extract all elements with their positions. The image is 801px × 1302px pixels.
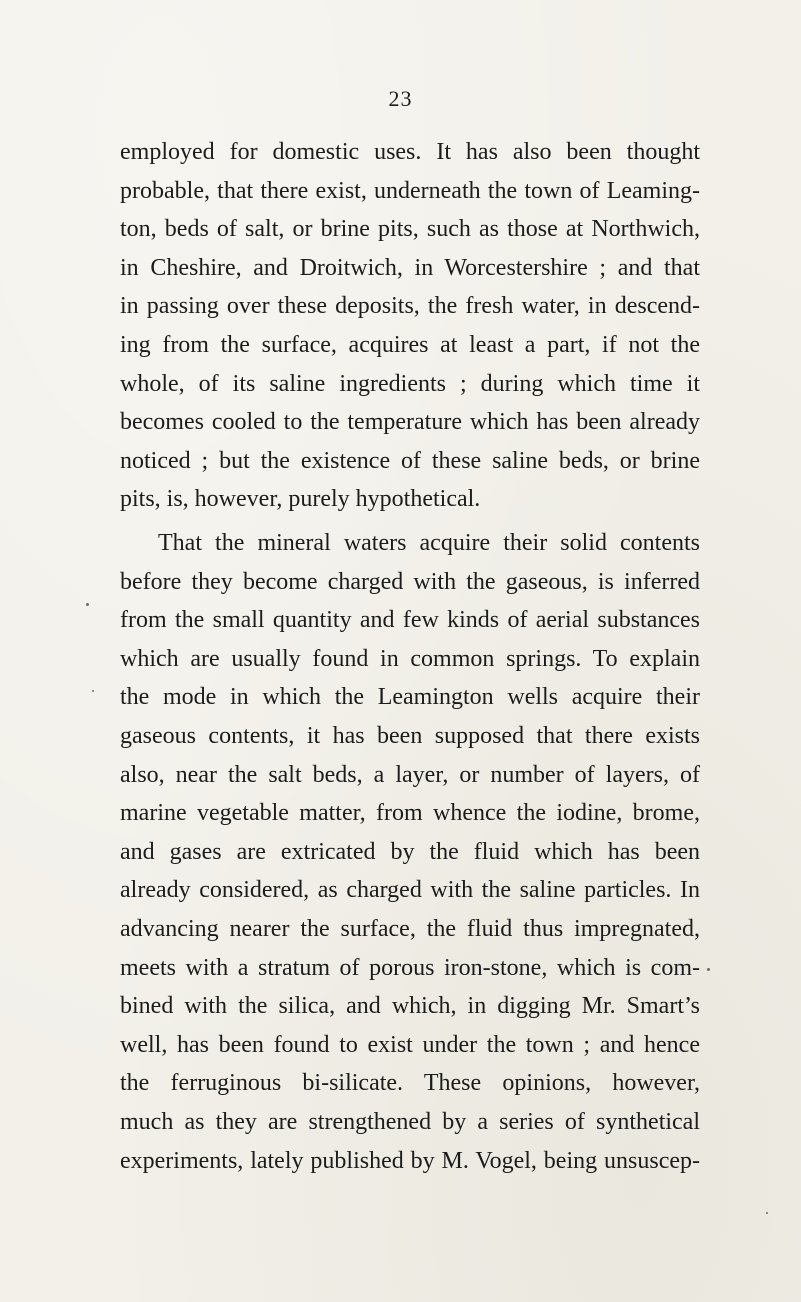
text-line: much as they are strengthened by a series of synthetical: [120, 1108, 700, 1135]
text-line: in Cheshire, and Droitwich, in Worcestershire ; and that: [120, 254, 700, 281]
text-line: the ferruginous bi-silicate. These opinions, however,: [120, 1070, 700, 1097]
text-line: experiments, lately published by M. Vogel, being unsuscep-: [120, 1147, 700, 1174]
text-line: before they become charged with the gaseous, is inferred: [120, 568, 700, 595]
text-line: well, has been found to exist under the town ; and hence: [120, 1031, 700, 1058]
text-line: the mode in which the Leamington wells acquire their: [120, 684, 700, 711]
text-line: becomes cooled to the temperature which has been already: [120, 409, 700, 436]
text-line: marine vegetable matter, from whence the iodine, brome,: [120, 800, 700, 827]
text-line: and gases are extricated by the fluid which has been: [120, 838, 700, 865]
text-line: advancing nearer the surface, the fluid thus impregnated,: [120, 915, 700, 942]
text-line: That the mineral waters acquire their solid contents: [158, 530, 700, 556]
text-line: from the small quantity and few kinds of aerial substances: [120, 607, 700, 634]
paper-speck: [86, 603, 89, 606]
paragraph-1: [120, 133, 700, 519]
text-line: whole, of its saline ingredients ; during which time it: [120, 370, 700, 397]
text-line: also, near the salt beds, a layer, or number of layers, of: [120, 761, 700, 788]
text-line: noticed ; but the existence of these saline beds, or brine: [120, 447, 700, 474]
text-line: employed for domestic uses. It has also been thought: [120, 139, 700, 165]
text-line: gaseous contents, it has been supposed that there exists: [120, 722, 700, 749]
text-line: meets with a stratum of porous iron-stone, which is com-: [120, 954, 700, 981]
page-number: 23: [388, 86, 413, 111]
text-line: already considered, as charged with the saline particles. In: [120, 877, 700, 904]
text-line: pits, is, however, purely hypothetical.: [120, 486, 481, 513]
text-line: in passing over these deposits, the fresh water, in descend-: [120, 293, 700, 320]
paper-speck: [707, 968, 710, 971]
paragraph-2: [120, 524, 700, 1180]
text-line: ing from the surface, acquires at least a part, if not the: [120, 331, 700, 358]
text-line: probable, that there exist, underneath the town of Leaming-: [120, 177, 700, 204]
paper-speck: [766, 1212, 768, 1214]
text-line: bined with the silica, and which, in digging Mr. Smart’s: [120, 993, 700, 1020]
paper-speck: [92, 690, 94, 692]
text-line: ton, beds of salt, or brine pits, such as those at Northwich,: [120, 216, 700, 243]
text-line: which are usually found in common springs. To explain: [120, 645, 700, 672]
